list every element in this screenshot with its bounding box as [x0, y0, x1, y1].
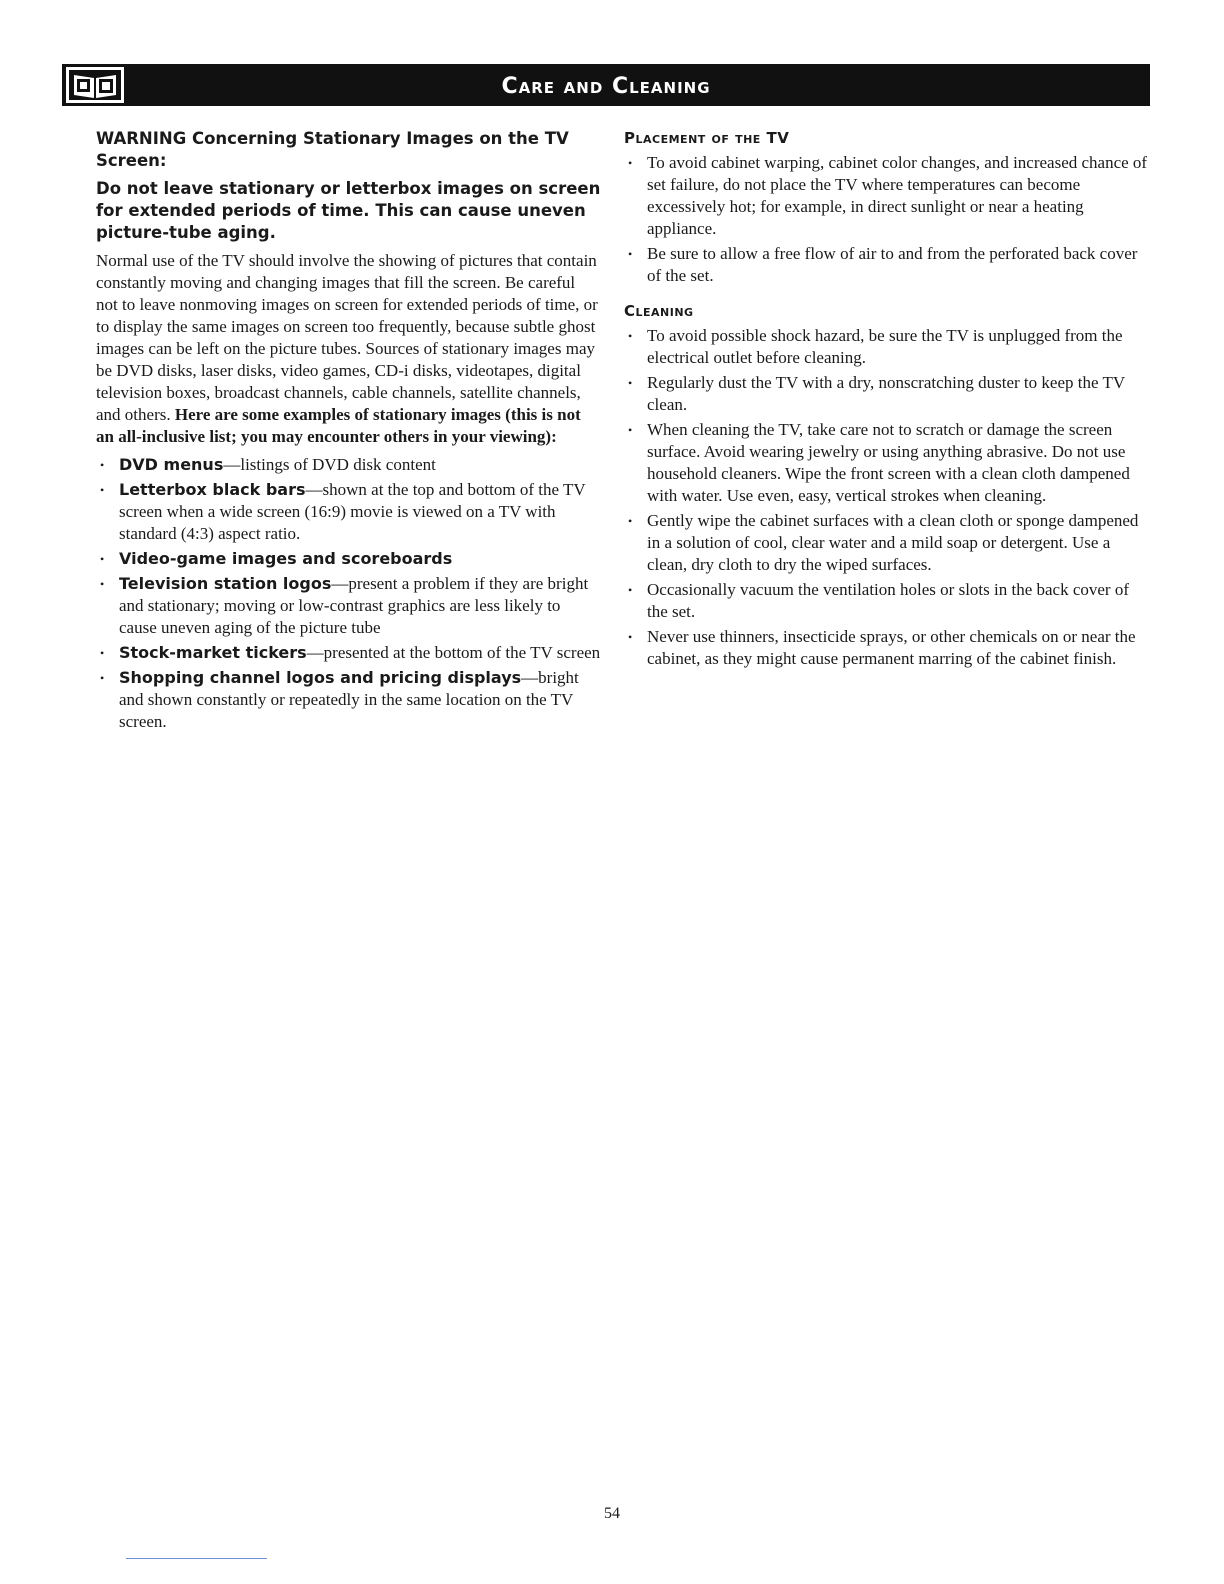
warning-paragraph [96, 250, 601, 448]
list-item-text: —shown at the top and bottom of the TV screen when a wide screen (16:9) movie is viewed on a TV with standard (4:3) aspect ratio. [119, 480, 586, 543]
footer-divider [126, 1558, 267, 1559]
left-column [96, 128, 601, 736]
warning-statement: Do not leave stationary or letterbox images on screen for extended periods of time. This can cause uneven picture-tube aging. [96, 179, 601, 242]
cleaning-list [624, 325, 1149, 670]
list-item: • Never use thinners, insecticide sprays, or other chemicals on or near the cabinet, as they might cause permanent marring of the cabinet finish. [624, 626, 1149, 670]
list-item: • Be sure to allow a free flow of air to and from the perforated back cover of the set. [624, 243, 1149, 287]
list-item [96, 548, 601, 570]
list-item-text: —bright and shown constantly or repeatedly in the same location on the TV screen. [119, 668, 579, 731]
header-bar [62, 64, 1150, 106]
list-item-text: —present a problem if they are bright and stationary; moving or low-contrast graphics are less likely to cause uneven aging of the picture tube [119, 574, 589, 637]
page-title: Care and Cleaning [501, 74, 711, 99]
list-item [96, 479, 601, 545]
warning-paragraph-text: Normal use of the TV should involve the showing of pictures that contain constantly moving and changing images that fill the screen. Be careful not to leave nonmoving images on screen for extended periods of time, or to display the same images on screen too frequently, because subtle ghost images can be left on the picture tubes. Sources of stationary images may be DVD disks, laser disks, video games, CD-i disks, videotapes, digital television boxes, broadcast channels, cable channels, satellite channels, and others. [96, 251, 598, 424]
list-item [96, 573, 601, 639]
list-item: • When cleaning the TV, take care not to scratch or damage the screen surface. Avoid wearing jewelry or using anything abrasive. Do not use household cleaners. Wipe the front screen with a clean cloth dampened with water. Use even, easy, vertical strokes when cleaning. [624, 419, 1149, 507]
list-item-text: —listings of DVD disk content [223, 455, 436, 474]
list-item: • Occasionally vacuum the ventilation holes or slots in the back cover of the set. [624, 579, 1149, 623]
placement-heading: Placement of the TV [624, 129, 790, 147]
list-item: • To avoid possible shock hazard, be sure the TV is unplugged from the electrical outlet before cleaning. [624, 325, 1149, 369]
list-item: • Gently wipe the cabinet surfaces with a clean cloth or sponge dampened in a solution of cool, clear water and a mild soap or detergent. Use a clean, dry cloth to dry the wiped surfaces. [624, 510, 1149, 576]
placement-list [624, 152, 1149, 287]
list-item [96, 667, 601, 733]
list-item: • Regularly dust the TV with a dry, nonscratching duster to keep the TV clean. [624, 372, 1149, 416]
list-item-term: Shopping channel logos and pricing displays [119, 668, 522, 687]
list-item [96, 642, 601, 664]
list-item-term: Stock-market tickers [119, 643, 307, 662]
warning-title: WARNING Concerning Stationary Images on the TV Screen: [96, 129, 569, 170]
list-item-term: Video-game images and scoreboards [119, 549, 453, 568]
list-item-text: —presented at the bottom of the TV screen [306, 643, 601, 662]
list-item-term: DVD menus [119, 455, 224, 474]
list-item: • To avoid cabinet warping, cabinet color changes, and increased chance of set failure, do not place the TV where temperatures can become excessively hot; for example, in direct sunlight or near a heating appliance. [624, 152, 1149, 240]
cleaning-heading: Cleaning [624, 302, 694, 320]
list-item [96, 454, 601, 476]
page-number: 54 [604, 1505, 620, 1522]
stationary-images-list [96, 454, 601, 733]
warning-paragraph-bold: Here are some examples of stationary images (this is not an all-inclusive list; you may encounter others in your viewing): [96, 405, 581, 446]
list-item-term: Letterbox black bars [119, 480, 306, 499]
list-item-term: Television station logos [119, 574, 332, 593]
right-column [624, 128, 1149, 673]
